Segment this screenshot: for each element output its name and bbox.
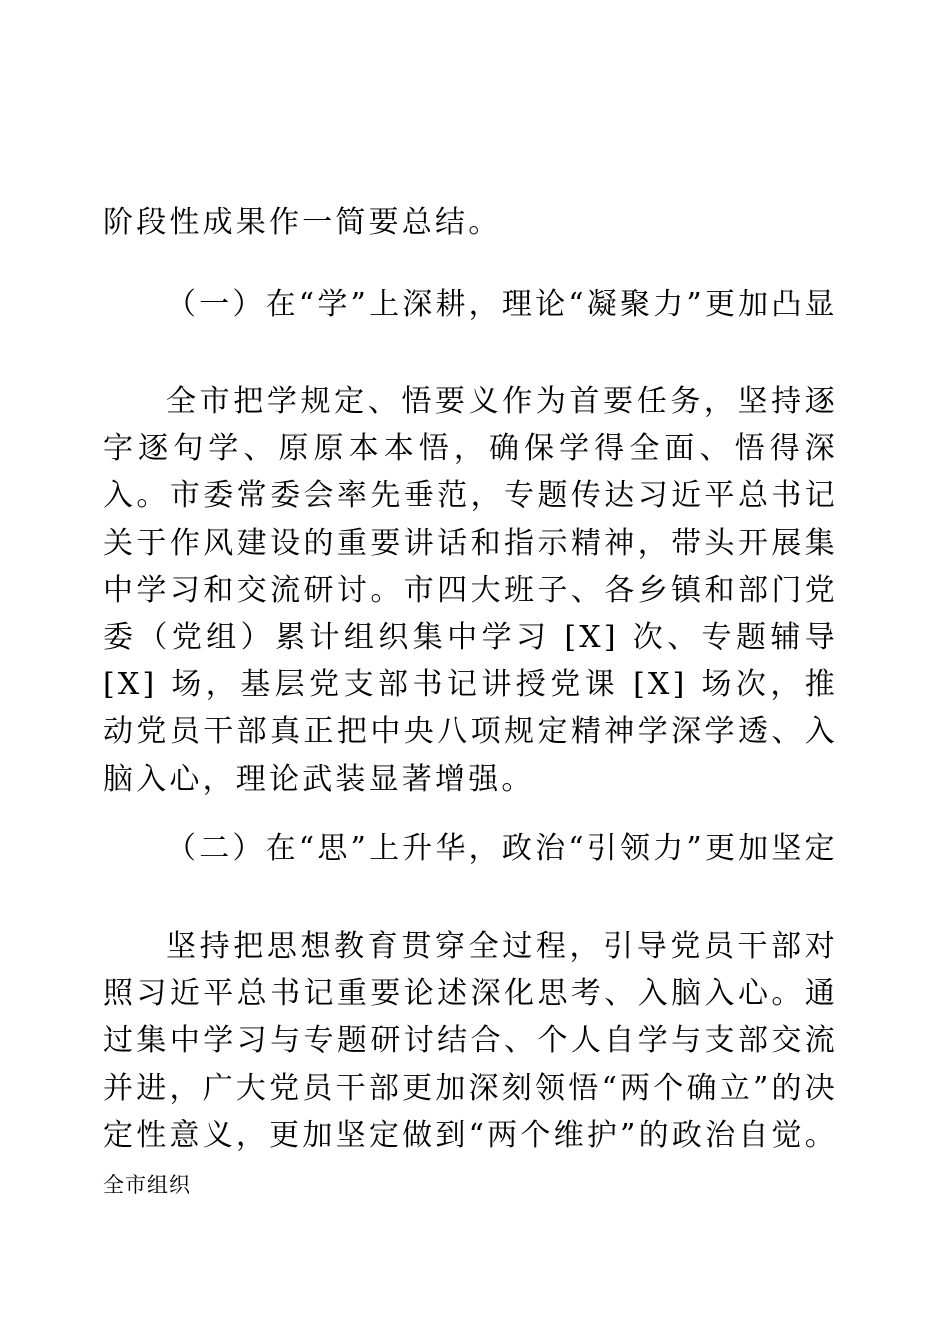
opening-line: 阶段性成果作一简要总结。 — [103, 205, 502, 240]
section-2-heading: （二）在“思”上升华，政治“引领力”更加坚定 — [166, 831, 838, 866]
opening-block — [103, 199, 838, 246]
section-2-body — [103, 923, 838, 1209]
section-1 — [103, 281, 838, 328]
section-2-body-text: 坚持把思想教育贯穿全过程，引导党员干部对照习近平总书记重要论述深化思考、入脑入心。通过集中学习与专题研讨结合、个人自学与支部交流并进，广大党员干部更加深刻领悟“两个确立”的决定性意义，更加坚定做到“两个维护”的政治自觉。 — [103, 929, 838, 1153]
section-1-heading: （一）在“学”上深耕，理论“凝聚力”更加凸显 — [166, 287, 838, 322]
section-2-body-block — [103, 923, 838, 1209]
section-1-body: 全市把学规定、悟要义作为首要任务，坚持逐字逐句学、原原本本悟，确保学得全面、悟得深入。市委常委会率先垂范，专题传达习近平总书记关于作风建设的重要讲话和指示精神，带头开展集中学习和交流研讨。市四大班子、各乡镇和部门党委（党组）累计组织集中学习 [X] 次、专题辅导 [X] 场，基层党支部书记讲授党课 [X] 场次，推动党员干部真正把中央八项规定精神学深学透、入脑入心，理论武装显著增强。 — [103, 384, 838, 797]
section-1-body-block — [103, 378, 838, 803]
section-2 — [103, 825, 838, 872]
section-2-trailing-text: 全市组织 — [103, 1173, 191, 1198]
